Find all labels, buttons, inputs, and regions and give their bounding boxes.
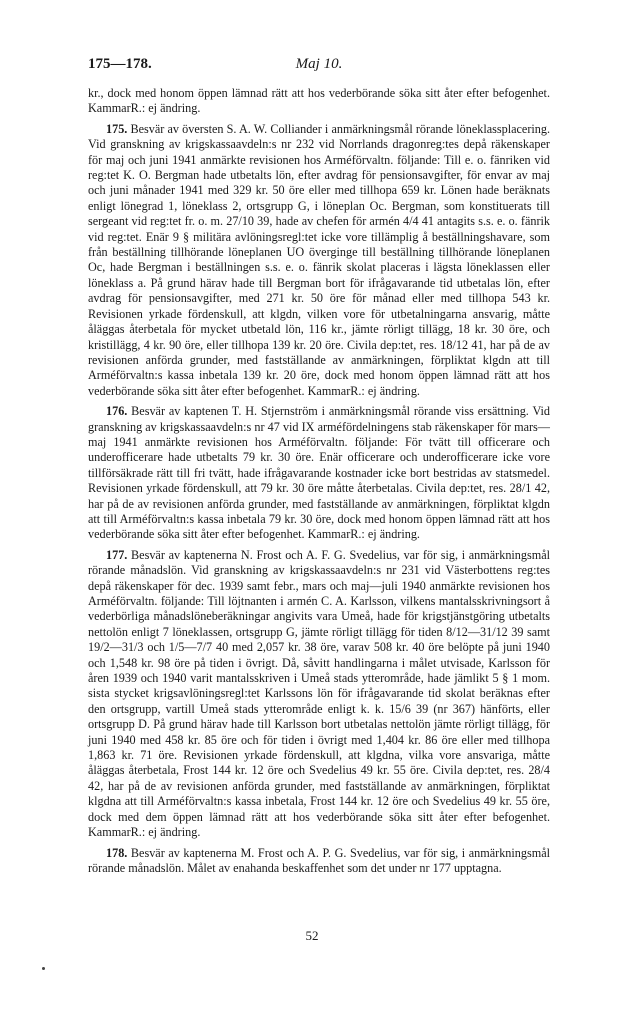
entry-number: 177. [106, 547, 128, 562]
entry-175 [88, 122, 550, 399]
entry-178 [88, 846, 550, 877]
entry-177 [88, 548, 550, 841]
continuation-paragraph: kr., dock med honom öppen lämnad rätt att hos vederbörande söka sitt åter efter befogenhet. KammarR.: ej ändring. [88, 86, 550, 116]
entry-number: 176. [106, 404, 128, 419]
body-text [88, 86, 550, 876]
entry-number: 175. [106, 121, 128, 136]
page-date: Maj 10. [295, 56, 343, 72]
entry-text: Besvär av kaptenerna M. Frost och A. P. G. Svedelius, var för sig, i anmärkningsmål rörande månadslön. Målet av enahanda beskaffenhet som det under nr 177 upptagna. [88, 845, 550, 875]
page-number: 52 [305, 928, 319, 943]
entry-text: Besvär av översten S. A. W. Colliander i anmärkningsmål rörande löneklassplacering. Vid granskning av krigskassaavdeln:s nr 232 vid Norrlands dragonreg:tes depå räkenskaper för maj och juni 1941 anmärkte revisionen hos Arméförvaltn. följande: Till e. o. fänriken vid reg:tet K. O. Bergman hade utbetalts lön, efter avdrag för pensionsavgifter, för envar av maj och juni månader 1941 med 329 kr. 50 öre eller med tillhopa 659 kr. Lönen hade beräknats enligt lönegrad 1, löneklass 2, ortsgrupp G, i löneplan Oc. Bergman, som konstituerats till sergeant vid reg:tet fr. o. m. 27/10 39, hade av chefen för armén 4/4 41 antagits s.s. e. o. fänrik vid reg:tet. Enär 9 § militära avlöningsregl:tet icke vore tillämplig å beställningshavare, som från beställning tillhörande löneplanen UO överginge till beställning tillhörande löneplanen Oc, hade Bergman i beställningen s.s. e. o. fänrik skolat placeras i lägsta löneklassen eller löneklass a. På grund härav hade till Bergman bort för ifrågavarande tid utbetalas lön, efter avdrag för pensionsavgifter, med 271 kr. 50 öre för månad eller med tillhopa 543 kr. Revisionen yrkade fördenskull, att klgdn, vilken vore för utbetalningarna ansvarig, måtte åläggas återbetala för mycket utbetald lön, 116 kr., jämte rörligt tillägg, 18 kr. 30 öre, och kristillägg, 4 kr. 90 öre, eller tillhopa 139 kr. 20 öre. Civila dep:tet, res. 18/12 41, har på de av revisionen anförda grunder, med fastställande av anmärkningen, förpliktat klgdn att till Arméförvaltn:s kassa inbetala 139 kr. 20 öre, dock med honom öppen lämnad rätt att hos vederbörande söka sitt åter efter befogenhet. KammarR.: ej ändring. [88, 121, 551, 398]
entry-176 [88, 404, 550, 543]
entry-text: Besvär av kaptenerna N. Frost och A. F. G. Svedelius, var för sig, i anmärkningsmål rörande månadslön. Vid granskning av krigskassaavdeln:s nr 231 vid Västerbottens reg:tes depå räkenskaper för dec. 1939 samt febr., mars och maj—juli 1940 anmärkte revisionen hos Arméförvaltn. följande: Till löjtnanten i armén C. A. Karlsson, vilkens mantalsskrivningsort å vederbörliga månadslöneberäkningar angivits vara Umeå, hade för krigstjänstgöring utbetalts nettolön enligt 7 löneklassen, ortsgrupp G, jämte rörligt tillägg för tiden 8/12—31/12 39 samt 19/2—31/3 och 1/5—7/7 40 med 2,057 kr. 38 öre, varav 508 kr. 40 öre belöpte på juni 1940 och 1,548 kr. 98 öre på tiden i övrigt. Då, såvitt handlingarna i målet utvisade, Karlsson för åren 1939 och 1940 varit mantalsskriven i Umeå stads ytterområde, hade jämlikt 5 § 1 mom. sista stycket krigsavlöningsregl:tet Karlssons lön för ifrågavarande tid skolat beräknas efter den ortsgrupp, vartill Umeå stads ytterområde enligt k. k. 15/6 39 (nr 367) hänförts, eller ortsgrupp D. På grund härav hade till Karlsson bort utbetalas nettolön jämte rörligt tillägg, för juni 1940 med 458 kr. 85 öre och för tiden i övrigt med 1,404 kr. 86 öre eller med tillhopa 1,863 kr. 71 öre. Revisionen yrkade fördenskull, att klgdna, vilka vore ansvariga, måtte åläggas återbetala, Frost 144 kr. 12 öre och Svedelius 49 kr. 55 öre. Civila dep:tet, res. 28/4 42, har på de av revisionen anförda grunder, med fastställande av anmärkningen, förpliktat klgdna att till Arméförvaltn:s kassa inbetala, Frost 144 kr. 12 öre och Svedelius 49 kr. 55 öre, dock med dem öppen lämnad rätt att hos vederbörande söka sitt åter efter befogenhet. KammarR.: ej ändring. [88, 547, 551, 840]
page-header [88, 56, 550, 78]
scan-speck [42, 967, 45, 970]
page-range: 175—178. [88, 56, 152, 72]
entry-number: 178. [106, 845, 128, 860]
entry-text: Besvär av kaptenen T. H. Stjernström i anmärkningsmål rörande viss ersättning. Vid granskning av krigskassaavdeln:s nr 47 vid IX arméfördelningens stab räkenskaper för mars—maj 1941 anmärkte revisionen hos Arméförvaltn. följande: För tvätt till officerare och underofficerare hade utbetalts 79 kr. 30 öre. Enär officerare och underofficerare icke vore tillförsäkrade rätt till fri tvätt, hade ifrågavarande kostnader icke bort bestridas av statsmedel. Revisionen yrkade fördenskull, att 79 kr. 30 öre måtte återbetalas. Civila dep:tet, res. 28/1 42, har på de av revisionen anförda grunder, med fastställande av anmärkningen, förpliktat klgdn att till Arméförvaltn:s kassa inbetala 79 kr. 30 öre, dock med honom öppen lämnad rätt att hos vederbörande söka sitt åter efter befogenhet. KammarR.: ej ändring. [88, 404, 551, 542]
